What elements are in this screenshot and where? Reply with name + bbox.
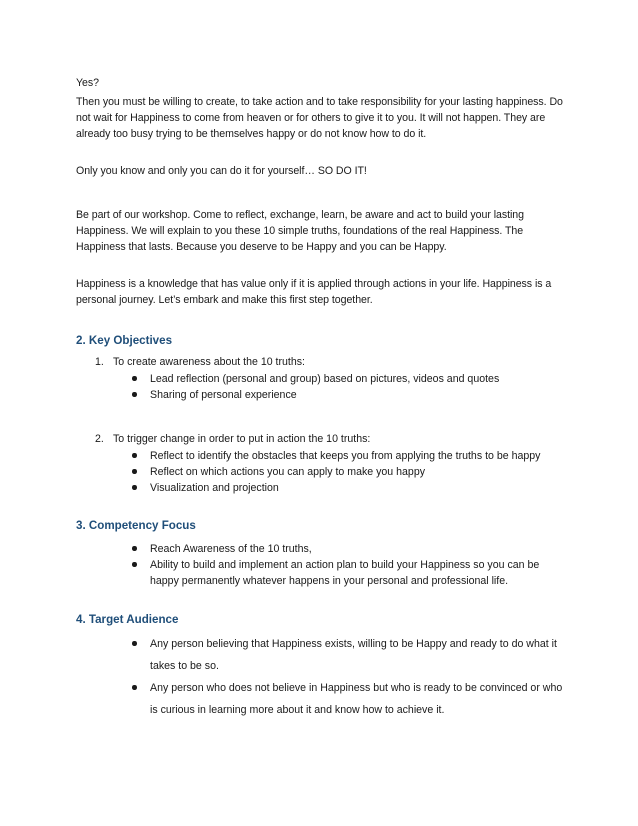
- paragraph-workshop: Be part of our workshop. Come to reflect, exchange, learn, be aware and act to build your lasting Happiness. We will explain to you these 10 simple truths, foundations of the real Happiness. The Happiness that lasts. Because you deserve to be Happy and you can be Happy.: [76, 209, 524, 253]
- bullet-icon: [132, 469, 137, 474]
- list-item: Any person who does not believe in Happiness but who is ready to be convinced or who is curious in learning more about it and know how to achieve it.: [132, 677, 572, 721]
- heading-key-objectives: 2. Key Objectives: [76, 334, 173, 347]
- heading-target-audience: 4. Target Audience: [76, 613, 179, 626]
- heading-competency-focus: 3. Competency Focus: [76, 519, 196, 532]
- bullet-icon: [132, 685, 137, 690]
- objective-1: [95, 354, 305, 370]
- list-item: Ability to build and implement an action plan to build your Happiness so you can be happy permanently whatever happens in your personal and professional life.: [132, 557, 552, 589]
- paragraph-only-you: Only you know and only you can do it for yourself… SO DO IT!: [76, 165, 367, 177]
- bullet-icon: [132, 453, 137, 458]
- paragraph-yes: Yes?: [76, 77, 99, 89]
- objective-2-text: To trigger change in order to put in action the 10 truths:: [113, 433, 371, 445]
- bullet-icon: [132, 562, 137, 567]
- list-item: Any person believing that Happiness exists, willing to be Happy and ready to do what it takes to be so.: [132, 633, 572, 677]
- paragraph-knowledge: Happiness is a knowledge that has value only if it is applied through actions in your life. Happiness is a personal journey. Let’s embark and make this first step together.: [76, 278, 552, 306]
- list-item: Reflect on which actions you can apply to make you happy: [132, 464, 552, 480]
- paragraph-willing: Then you must be willing to create, to take action and to take responsibility for your lasting happiness. Do not wait for Happiness to come from heaven or for others to give it to you. It will not happen. They are already too busy trying to be themselves happy or do not know how to do it.: [76, 96, 563, 140]
- list-item: Visualization and projection: [132, 480, 552, 496]
- bullet-icon: [132, 485, 137, 490]
- bullet-icon: [132, 392, 137, 397]
- objective-1-text: To create awareness about the 10 truths:: [113, 356, 305, 368]
- objective-2: [95, 431, 370, 447]
- bullet-icon: [132, 376, 137, 381]
- bullet-icon: [132, 546, 137, 551]
- objective-1-number: 1.: [95, 356, 104, 368]
- list-item: Reflect to identify the obstacles that keeps you from applying the truths to be happy: [132, 448, 552, 464]
- list-item: Reach Awareness of the 10 truths,: [132, 541, 552, 557]
- bullet-icon: [132, 641, 137, 646]
- list-item: Sharing of personal experience: [132, 387, 552, 403]
- objective-2-number: 2.: [95, 433, 104, 445]
- list-item: Lead reflection (personal and group) based on pictures, videos and quotes: [132, 371, 552, 387]
